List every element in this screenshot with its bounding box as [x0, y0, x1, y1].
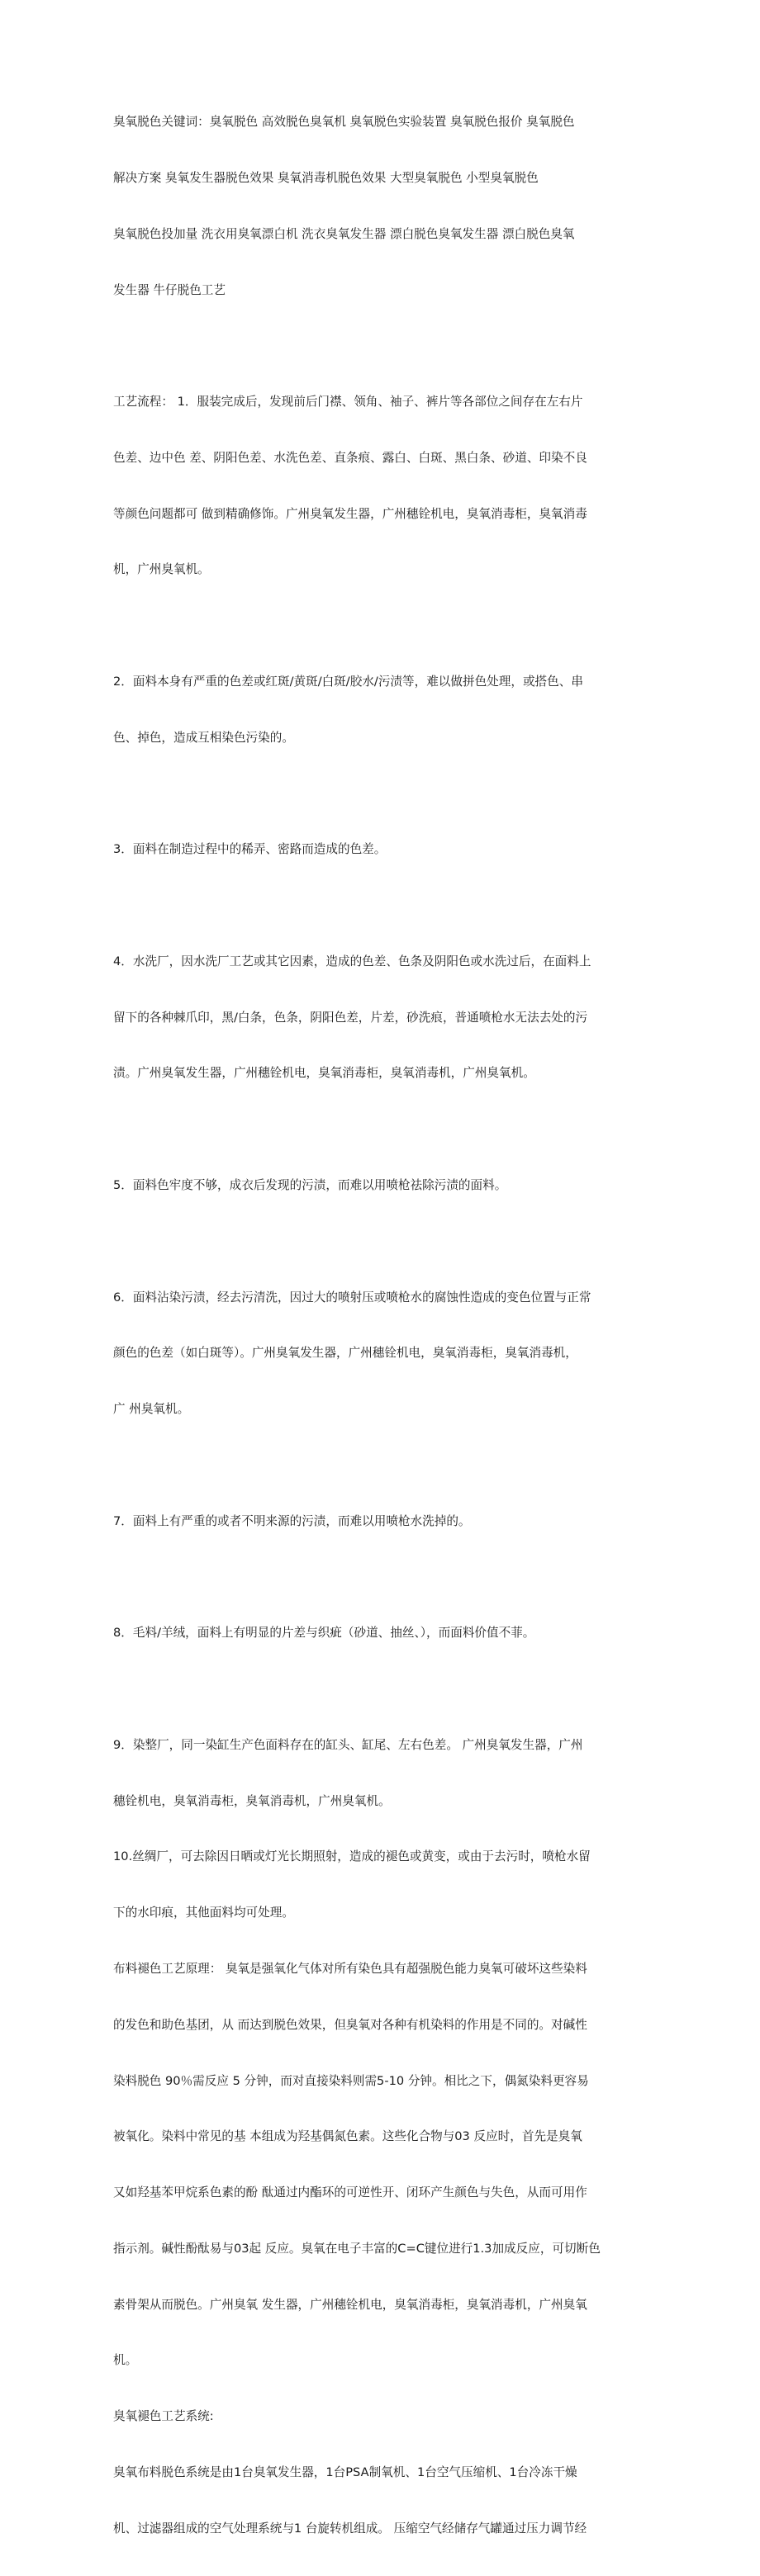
process-step-9-10-and-principle-paragraph [113, 1699, 660, 2576]
text-line: 留下的各种棘爪印，黑/白条，色条，阴阳色差，片差，砂洗痕，普通喷枪水无法去处的污 [113, 1010, 588, 1025]
document-body [113, 76, 660, 2576]
text-line: 5．面料色牢度不够，成衣后发现的污渍，而难以用喷枪祛除污渍的面料。 [113, 1178, 507, 1193]
process-step-7-paragraph [113, 1475, 660, 1569]
process-step-6-paragraph [113, 1251, 660, 1456]
text-line: 的发色和助色基团，从 而达到脱色效果，但臭氧对各种有机染料的作用是不同的。对碱性 [113, 2017, 587, 2032]
text-line: 色差、边中色 差、阴阳色差、水洗色差、直条痕、露白、白斑、黑白条、砂道、印染不良 [113, 450, 587, 465]
text-line: 又如羟基苯甲烷系色素的酚 酞通过内酯环的可逆性开、闭环产生颜色与失色，从而可用作 [113, 2185, 587, 2200]
process-step-3-paragraph [113, 803, 660, 897]
text-line: 广 州臭氧机。 [113, 1402, 190, 1417]
process-step-4-paragraph [113, 916, 660, 1121]
text-line: 臭氧褪色工艺系统: [113, 2409, 214, 2424]
text-line: 臭氧脱色关键词：臭氧脱色 高效脱色臭氧机 臭氧脱色实验装置 臭氧脱色报价 臭氧脱色 [113, 115, 575, 130]
text-line: 素骨架从而脱色。广州臭氧 发生器，广州穗铨机电，臭氧消毒柜，臭氧消毒机，广州臭氧 [113, 2297, 587, 2312]
process-step-8-paragraph [113, 1587, 660, 1680]
text-line: 臭氧布料脱色系统是由1台臭氧发生器，1台PSA制氧机、1台空气压缩机、1台冷冻干燥 [113, 2465, 577, 2479]
text-line: 臭氧脱色投加量 洗衣用臭氧漂白机 洗衣臭氧发生器 漂白脱色臭氧发生器 漂白脱色臭氧 [113, 226, 575, 241]
text-line: 染料脱色 90％需反应 5 分钟，而对直接染料则需5-10 分钟。相比之下，偶氮染料更容易 [113, 2073, 589, 2088]
text-line: 9．染整厂，同一染缸生产色面料存在的缸头、缸尾、左右色差。 广州臭氧发生器，广州 [113, 1737, 583, 1752]
text-line: 指示剂。碱性酚酞易与03起 反应。臭氧在电子丰富的C=C键位进行1.3加成反应，可切断色 [113, 2241, 601, 2256]
text-line: 3．面料在制造过程中的稀弄、密路而造成的色差。 [113, 842, 387, 857]
text-line: 颜色的色差（如白斑等）。广州臭氧发生器，广州穗铨机电，臭氧消毒柜，臭氧消毒机， [113, 1346, 577, 1361]
text-line: 8．毛料/羊绒，面料上有明显的片差与织疵（砂道、抽丝、），而面料价值不菲。 [113, 1626, 535, 1641]
text-line: 10.丝绸厂，可去除因日晒或灯光长期照射，造成的褪色或黄变，或由于去污时，喷枪水留 [113, 1849, 591, 1864]
text-line: 6．面料沾染污渍，经去污清洗，因过大的喷射压或喷枪水的腐蚀性造成的变色位置与正常 [113, 1290, 591, 1305]
text-line: 穗铨机电，臭氧消毒柜，臭氧消毒机，广州臭氧机。 [113, 1793, 391, 1808]
text-line: 下的水印痕，其他面料均可处理。 [113, 1906, 294, 1920]
text-line: 机、过滤器组成的空气处理系统与1 台旋转机组成。 压缩空气经储存气罐通过压力调节经 [113, 2521, 587, 2536]
text-line: 4．水洗厂，因水洗厂工艺或其它因素，造成的色差、色条及阴阳色或水洗过后，在面料上 [113, 954, 591, 968]
text-line: 渍。广州臭氧发生器，广州穗铨机电，臭氧消毒柜，臭氧消毒机，广州臭氧机。 [113, 1066, 535, 1081]
process-step-2-paragraph [113, 636, 660, 785]
text-line: 色、掉色，造成互相染色污染的。 [113, 730, 294, 745]
text-line: 发生器 牛仔脱色工艺 [113, 282, 226, 297]
text-line: 工艺流程： 1．服装完成后，发现前后门襟、领角、袖子、裤片等各部位之间存在左右片 [113, 395, 583, 410]
keywords-paragraph [113, 76, 660, 337]
text-line: 机。 [113, 2353, 138, 2368]
process-step-1-paragraph [113, 356, 660, 617]
text-line: 7．面料上有严重的或者不明来源的污渍，而难以用喷枪水洗掉的。 [113, 1513, 471, 1528]
text-line: 布料褪色工艺原理： 臭氧是强氧化气体对所有染色具有超强脱色能力臭氧可破坏这些染料 [113, 1961, 587, 1976]
text-line: 机，广州臭氧机。 [113, 562, 210, 577]
text-line: 被氧化。染料中常见的基 本组成为羟基偶氮色素。这些化合物与03 反应时，首先是臭氧 [113, 2129, 582, 2144]
process-step-5-paragraph [113, 1139, 660, 1233]
text-line: 等颜色问题都可 做到精确修饰。广州臭氧发生器，广州穗铨机电，臭氧消毒柜，臭氧消毒 [113, 506, 587, 521]
text-line: 2．面料本身有严重的色差或红斑/黄斑/白斑/胶水/污渍等，难以做拼色处理，或搭色、串 [113, 675, 583, 689]
text-line: 解决方案 臭氧发生器脱色效果 臭氧消毒机脱色效果 大型臭氧脱色 小型臭氧脱色 [113, 170, 539, 185]
